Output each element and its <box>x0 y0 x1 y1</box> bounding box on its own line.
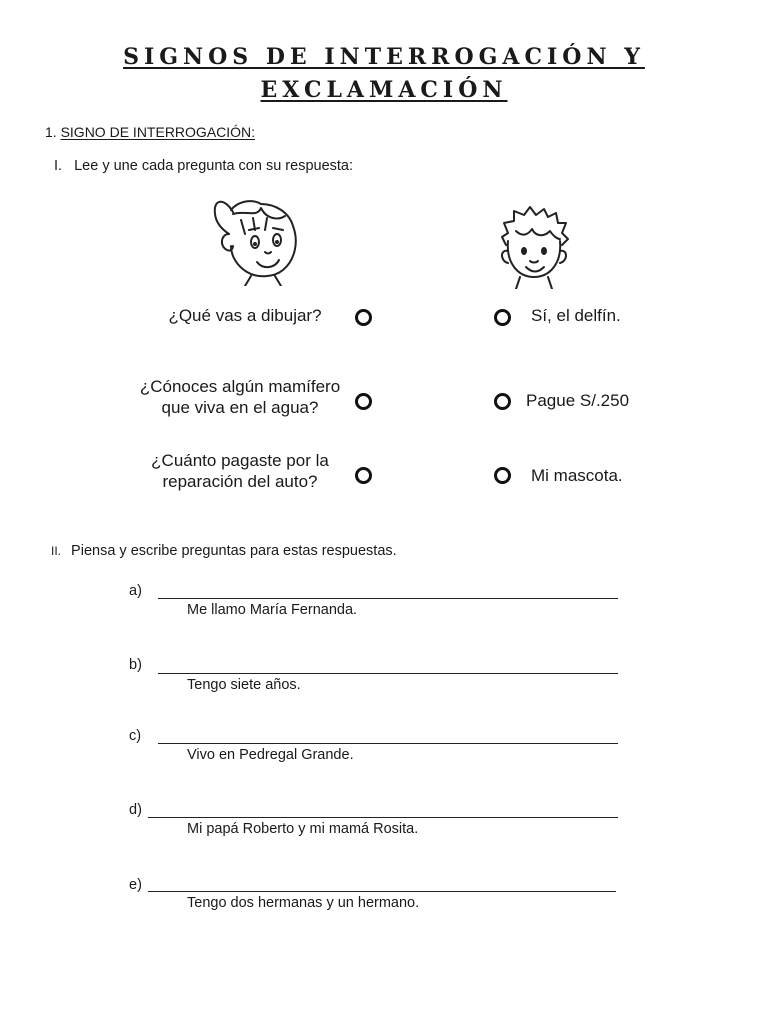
question-2 <box>135 376 345 418</box>
item-c-answer: Vivo en Pedregal Grande. <box>187 747 354 763</box>
question-1 <box>140 305 350 326</box>
item-d-answer: Mi papá Roberto y mi mamá Rosita. <box>187 821 419 837</box>
item-a-answer: Me llamo María Fernanda. <box>187 602 358 618</box>
item-c-label: c) <box>129 728 142 744</box>
section-title: SIGNO DE INTERROGACIÓN: <box>60 124 256 140</box>
circle-icon[interactable] <box>494 309 511 326</box>
answer-1: Sí, el delfín. <box>531 306 621 325</box>
part2-instruction <box>51 543 397 559</box>
item-b-answer: Tengo siete años. <box>187 677 301 693</box>
circle-icon[interactable] <box>355 309 372 326</box>
circle-icon[interactable] <box>494 393 511 410</box>
boy-face-icon <box>494 205 574 289</box>
page-title-line2: EXCLAMACIÓN <box>260 77 508 103</box>
part1-numeral: I. <box>54 158 63 174</box>
item-c-write-line[interactable] <box>158 743 618 744</box>
item-e-answer: Tengo dos hermanas y un hermano. <box>187 895 420 911</box>
item-a-label: a) <box>129 583 142 599</box>
page-title-line1: SIGNOS DE INTERROGACIÓN Y <box>123 44 645 70</box>
question-3-line2: reparación del auto? <box>162 472 318 491</box>
part1-text: Lee y une cada pregunta con su respuesta: <box>74 158 354 174</box>
item-d-label: d) <box>129 802 142 818</box>
circle-icon[interactable] <box>355 467 372 484</box>
item-b-label: b) <box>129 657 142 673</box>
section-heading <box>45 124 255 140</box>
item-e-write-line[interactable] <box>148 891 616 892</box>
item-d-write-line[interactable] <box>148 817 618 818</box>
question-3-line1: ¿Cuánto pagaste por la <box>151 451 329 470</box>
part2-numeral: II. <box>51 544 62 558</box>
question-3 <box>135 450 345 492</box>
part2-text: Piensa y escribe preguntas para estas respuestas. <box>71 543 397 559</box>
circle-icon[interactable] <box>494 467 511 484</box>
part1-instruction <box>54 158 353 174</box>
item-e-label: e) <box>129 877 142 893</box>
question-1-line1: ¿Qué vas a dibujar? <box>168 306 322 325</box>
girl-face-icon <box>205 190 305 286</box>
circle-icon[interactable] <box>355 393 372 410</box>
answer-2: Pague S/.250 <box>526 391 630 410</box>
question-2-line2: que viva en el agua? <box>161 398 319 417</box>
question-2-line1: ¿Cónoces algún mamífero <box>139 377 341 396</box>
item-a-write-line[interactable] <box>158 598 618 599</box>
answer-3: Mi mascota. <box>531 466 623 485</box>
item-b-write-line[interactable] <box>158 673 618 674</box>
section-number: 1. <box>45 124 57 140</box>
